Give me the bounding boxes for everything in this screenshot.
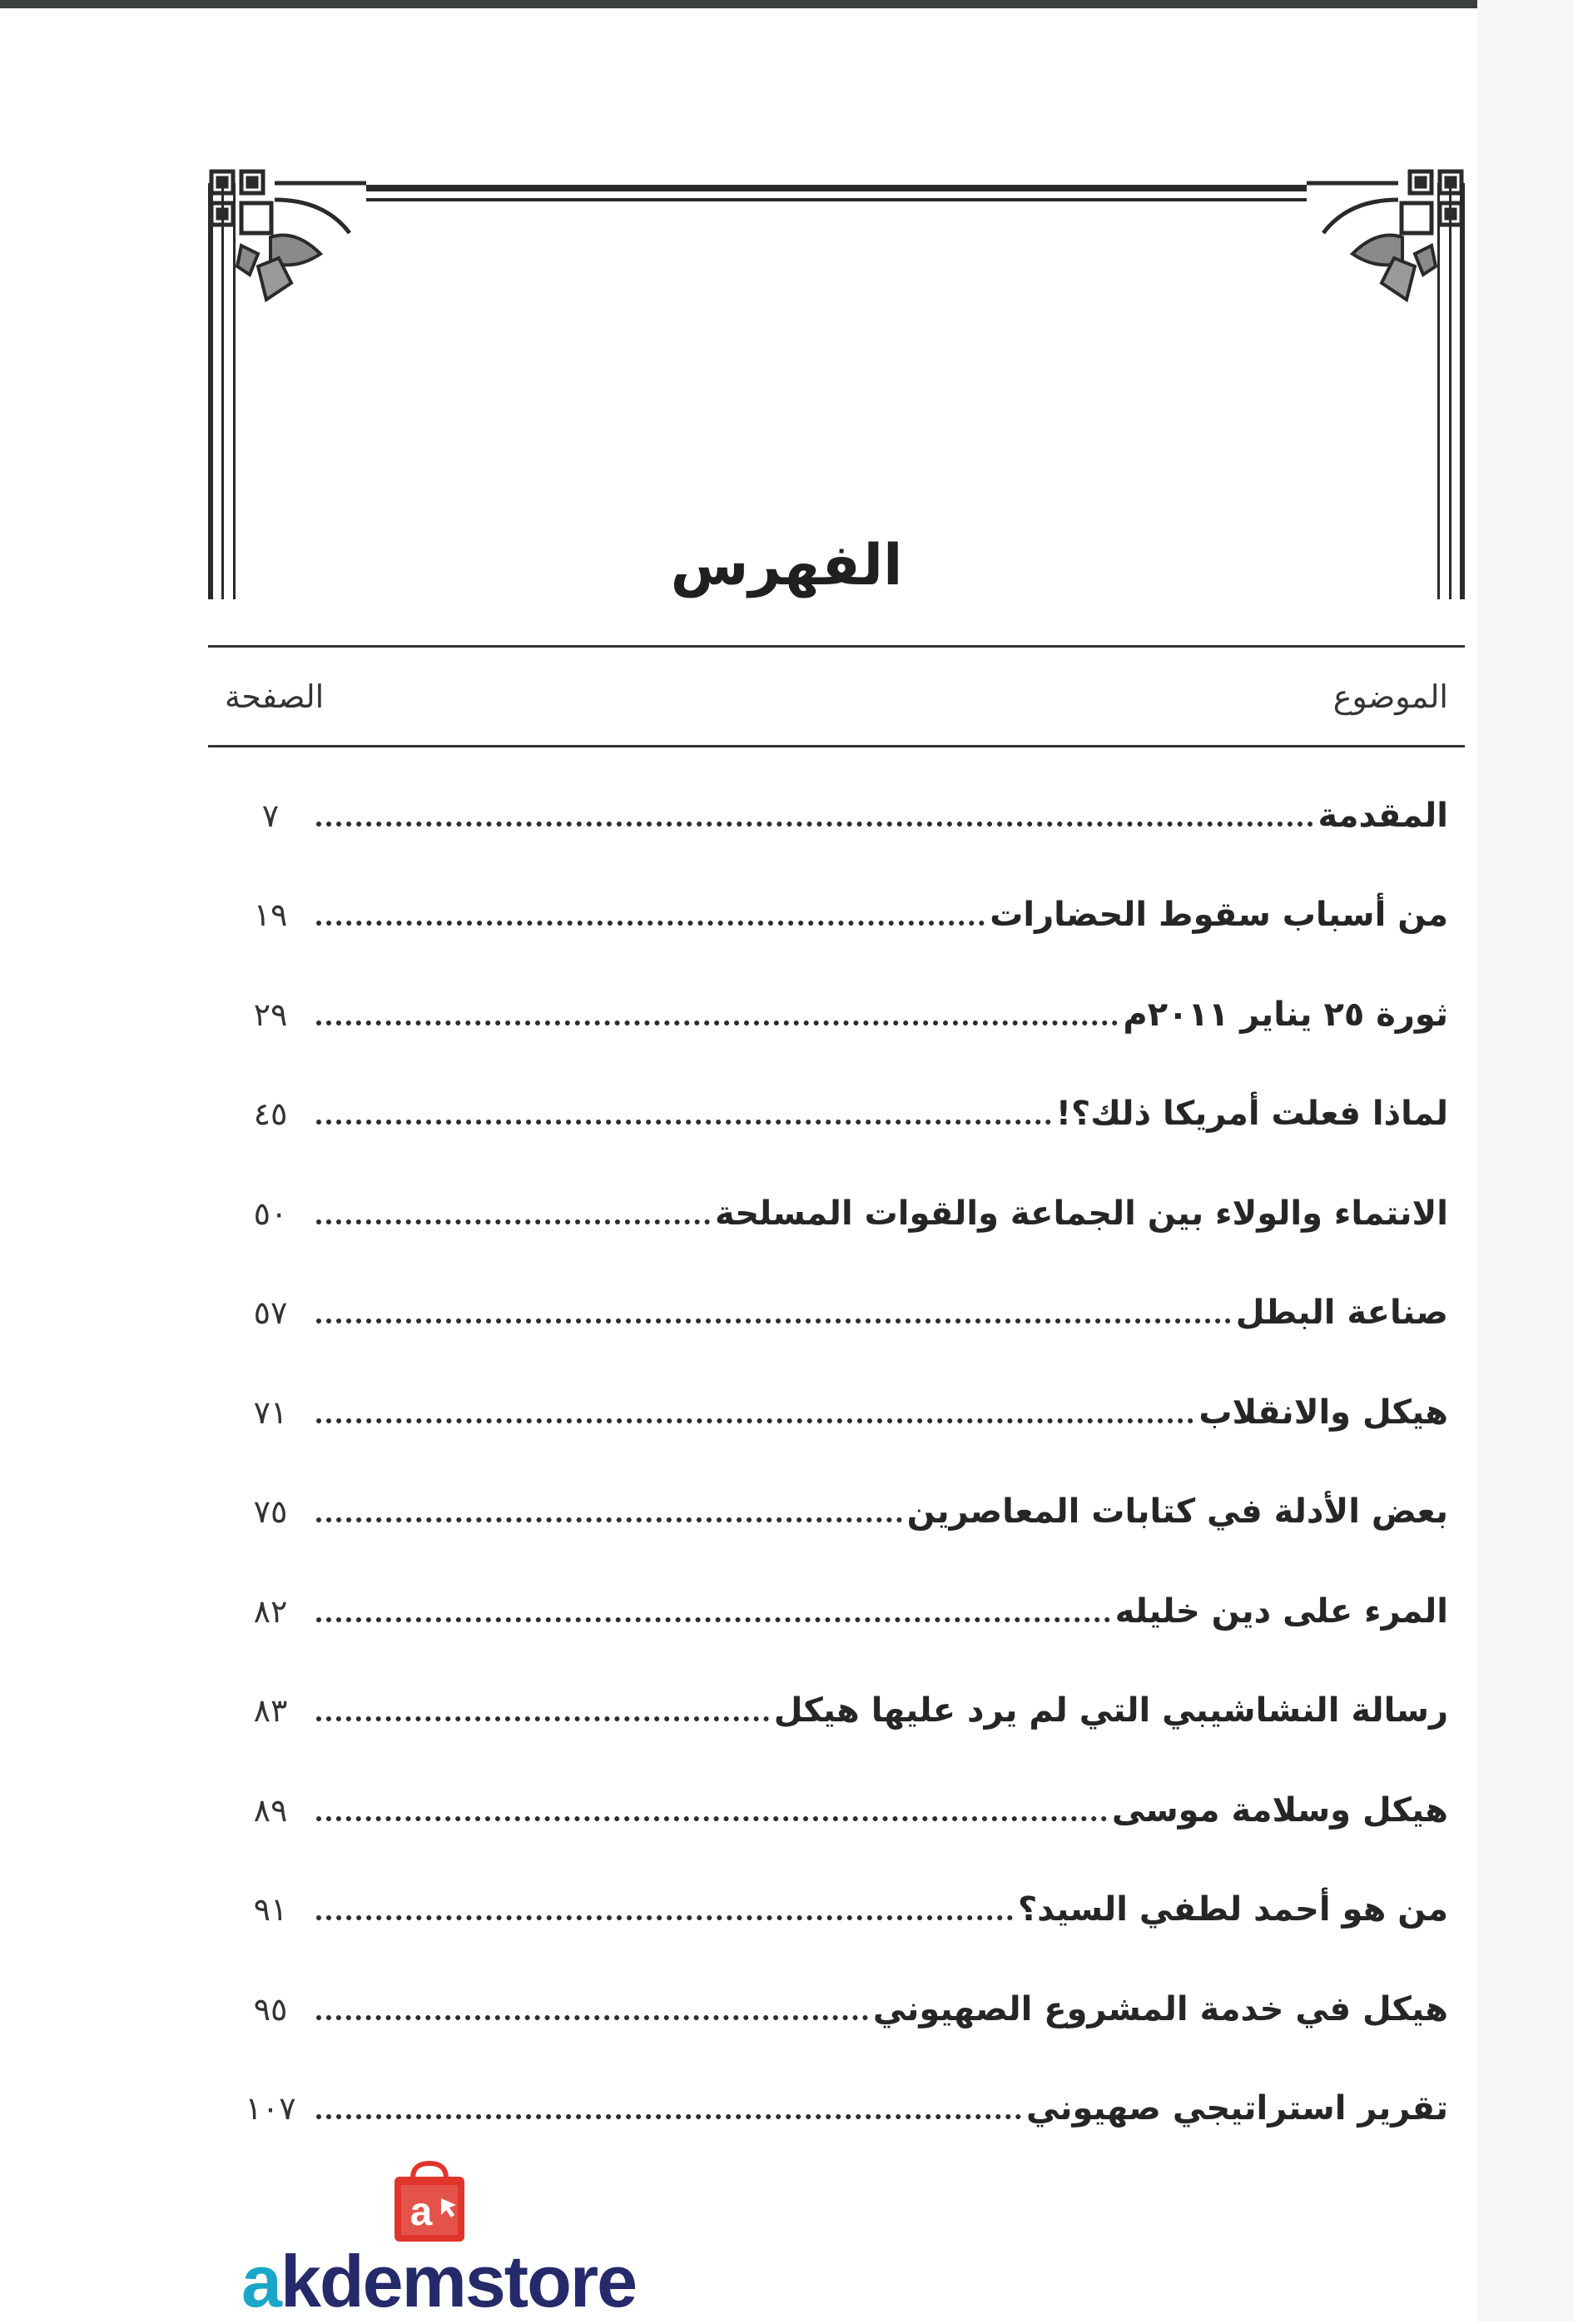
toc-page-number: ١٩ [253,896,288,934]
toc-topic: رسالة النشاشيبي التي لم يرد عليها هيكل [773,1691,1448,1731]
toc-topic: من هو أحمد لطفي السيد؟ [1017,1890,1448,1929]
page-title: الفهرس [670,533,903,598]
dot-leader [316,1517,902,1522]
toc-page-number: ٧١ [253,1393,288,1431]
header-top-rule [208,645,1465,648]
dot-leader [316,1219,710,1224]
dot-leader [316,1318,1231,1323]
dot-leader [316,2114,1021,2119]
toc-page-number: ٨٩ [253,1791,288,1829]
toc-topic: صناعة البطل [1235,1294,1448,1333]
dot-leader [316,1418,1193,1423]
store-watermark [241,2239,636,2324]
scan-right-margin [1477,0,1573,2322]
toc-topic: الانتماء والولاء بين الجماعة والقوات المسلحة [714,1194,1448,1233]
dot-leader [316,2015,868,2020]
ornament-right-icon [1298,166,1465,325]
dot-leader [316,1816,1107,1821]
toc-row [225,1264,1448,1363]
dot-leader [316,1915,1013,1920]
toc-row [225,866,1448,966]
toc-topic: من أسباب سقوط الحضارات [990,896,1448,935]
toc-row [225,1760,1448,1860]
table-of-contents [225,766,1448,2158]
ornament-left-icon [208,166,375,325]
toc-row [225,1562,1448,1661]
frame-top-thin-rule [366,198,1307,201]
toc-page-number: ٨٣ [253,1692,288,1730]
toc-topic: المقدمة [1317,796,1448,835]
header-bottom-rule [208,745,1465,747]
toc-row [225,1363,1448,1462]
toc-row [225,1065,1448,1164]
toc-topic: هيكل والانقلاب [1198,1393,1448,1432]
toc-topic: هيكل في خدمة المشروع الصهيوني [872,1989,1448,2029]
toc-page-number: ٧٥ [253,1493,288,1531]
toc-page-number: ٢٩ [253,996,288,1033]
dot-leader [316,1120,1051,1125]
toc-row [225,1959,1448,2059]
toc-page-number: ٤٥ [253,1095,288,1133]
dot-leader [316,822,1313,827]
toc-topic: تقرير استراتيجي صهيوني [1025,2089,1448,2128]
toc-page-number: ٥٧ [253,1294,288,1332]
watermark-rest: kdemstore [280,2240,637,2322]
svg-text:a: a [409,2190,433,2234]
toc-page-number: ٩١ [253,1891,288,1929]
dot-leader [316,1020,1118,1025]
toc-row [225,2059,1448,2159]
toc-row [225,766,1448,866]
toc-topic: هيكل وسلامة موسى [1111,1790,1448,1830]
topic-column-header: الموضوع [1332,678,1448,715]
toc-row [225,1164,1448,1264]
toc-page-number: ١٠٧ [245,2090,296,2128]
toc-topic: بعض الأدلة في كتابات المعاصرين [906,1492,1448,1532]
dot-leader [316,1716,769,1721]
toc-topic: ثورة ٢٥ يناير ٢٠١١م [1123,995,1448,1034]
toc-page-number: ٨٢ [253,1592,288,1630]
watermark-prefix: a [241,2240,280,2322]
store-bag-icon [390,2160,469,2243]
scan-top-edge [0,0,1477,8]
toc-page-number: ٩٥ [253,1990,288,2028]
toc-row [225,1860,1448,1960]
toc-topic: المرء على دين خليله [1114,1592,1448,1631]
toc-page-number: ٧ [261,797,280,834]
toc-topic: لماذا فعلت أمريكا ذلك؟! [1055,1095,1448,1134]
toc-page-number: ٥٠ [253,1194,288,1232]
toc-row [225,1462,1448,1562]
toc-row [225,1661,1448,1761]
frame-top-rule [366,185,1307,191]
dot-leader [316,921,985,926]
page-column-header: الصفحة [225,678,325,715]
toc-row [225,965,1448,1065]
dot-leader [316,1617,1110,1622]
